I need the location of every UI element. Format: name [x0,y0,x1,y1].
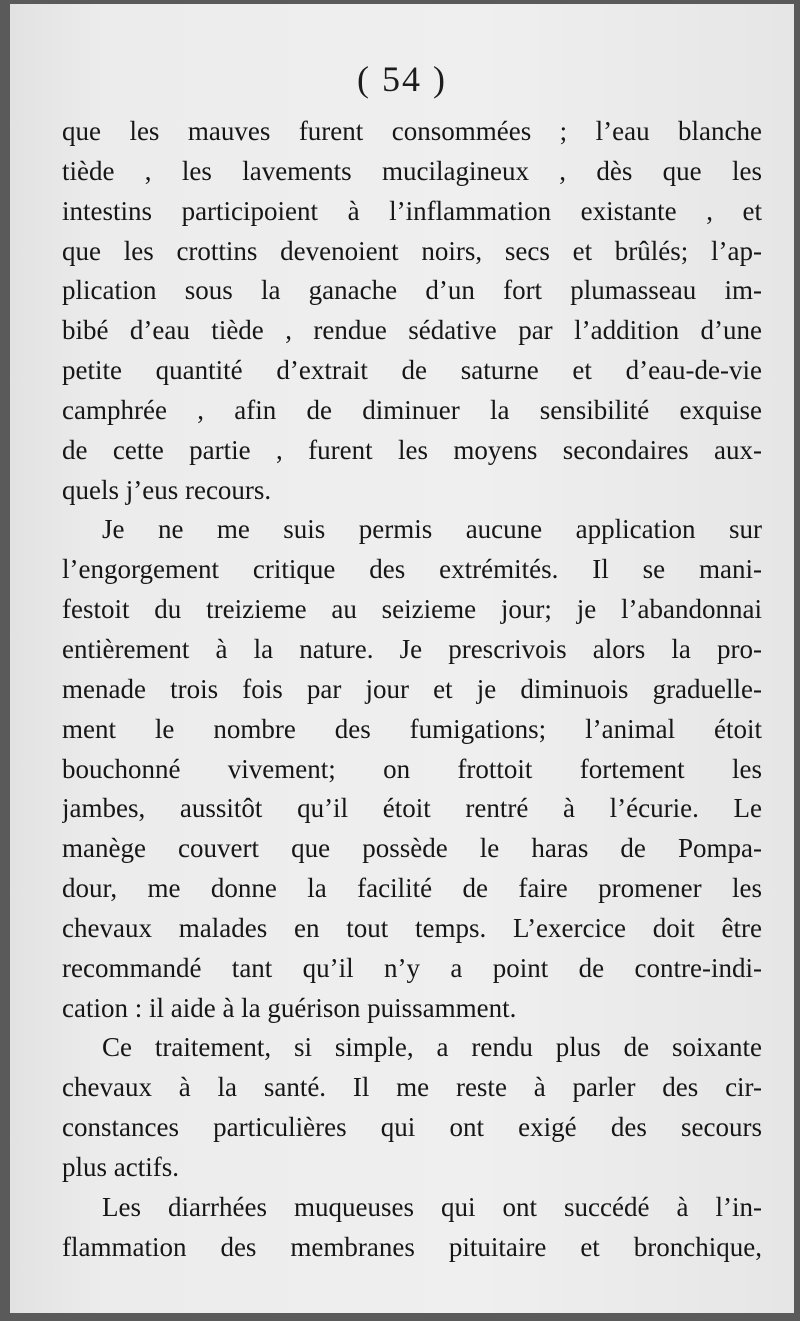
text-line: entièrement à la nature. Je prescrivois alors la pro- [62,633,762,664]
text-line: cation : il aide à la guérison puissamment. [62,992,517,1023]
text-line: manège couvert que possède le haras de Pompa- [62,833,762,864]
text-line: recommandé tant qu’il n’y a point de contre-indi- [62,952,762,983]
text-line: Je ne me suis permis aucune application sur [102,514,762,545]
book-page [10,4,794,1313]
text-line: quels j’eus recours. [62,474,272,505]
text-line: camphrée , afin de diminuer la sensibilité exquise [62,394,762,425]
text-line: plication sous la ganache d’un fort plumasseau im- [62,275,762,306]
paragraph-4 [62,1188,762,1268]
text-line: Ce traitement, si simple, a rendu plus de soixante [102,1032,762,1063]
text-line: que les crottins devenoient noirs, secs et brûlés; l’ap- [62,235,762,266]
text-line: tiède , les lavements mucilagineux , dès que les [62,155,762,186]
text-line: chevaux malades en tout temps. L’exercice doit être [62,912,762,943]
text-line: jambes, aussitôt qu’il étoit rentré à l’écurie. Le [62,793,762,824]
text-line: festoit du treizieme au seizieme jour; je l’abandonnai [62,594,762,625]
text-line: intestins participoient à l’inflammation existante , et [62,195,762,226]
text-line: Les diarrhées muqueuses qui ont succédé à l’in- [102,1191,762,1222]
paragraph-2 [62,510,762,1028]
text-line: que les mauves furent consommées ; l’eau blanche [62,116,762,146]
text-line: flammation des membranes pituitaire et bronchique, [62,1231,762,1262]
paragraph-1 [62,112,762,510]
text-line: constances particulières qui ont exigé des secours [62,1112,762,1143]
body-text [62,112,762,1267]
text-line: dour, me donne la facilité de faire promener les [62,873,762,904]
text-line: bibé d’eau tiède , rendue sédative par l’addition d’une [62,315,762,346]
text-line: plus actifs. [62,1151,179,1182]
paragraph-3 [62,1028,762,1187]
text-line: ment le nombre des fumigations; l’animal étoit [62,713,762,744]
text-line: de cette partie , furent les moyens secondaires aux- [62,434,762,465]
text-line: petite quantité d’extrait de saturne et d’eau-de-vie [62,355,762,386]
text-line: chevaux à la santé. Il me reste à parler des cir- [62,1072,762,1103]
text-line: bouchonné vivement; on frottoit fortement les [62,753,762,784]
page-number: ( 54 ) [357,59,447,99]
text-line: menade trois fois par jour et je diminuois graduelle- [62,673,762,704]
text-line: l’engorgement critique des extrémités. Il se mani- [62,554,762,585]
